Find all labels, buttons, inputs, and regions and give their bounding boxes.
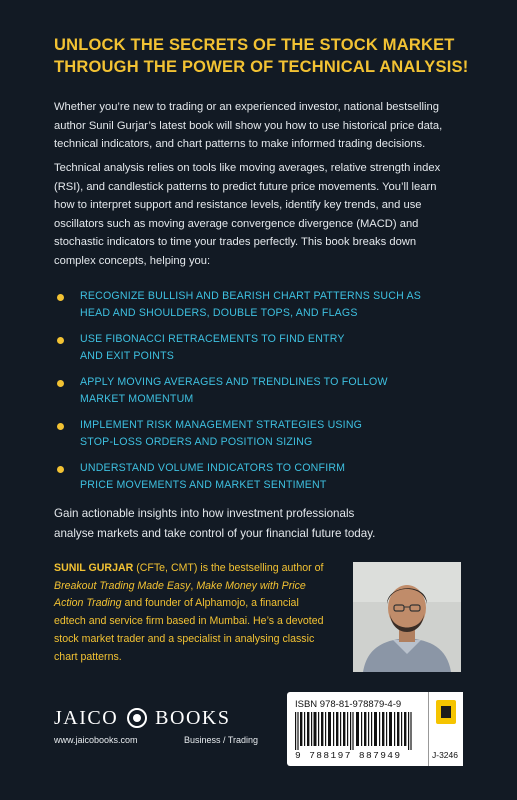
bullet-line: STOP-LOSS ORDERS AND POSITION SIZING [80,436,313,448]
bullet-text [80,288,421,322]
closing-paragraph [54,504,474,544]
bullet-dot-icon [57,337,64,344]
bio-text: , [190,579,197,592]
bullet-text [80,374,388,408]
catalog-code: J-3246 [432,750,458,760]
bio-text: chart patterns. [54,650,122,663]
body-line: stochastic indicators to time your trades perfectly. This book breaks down [54,236,417,249]
body-paragraph [54,159,474,271]
publisher-website: www.jaicobooks.com [54,735,138,745]
headline-line-1: UNLOCK THE SECRETS OF THE STOCK MARKET [54,36,455,54]
headline-line-2: THROUGH THE POWER OF TECHNICAL ANALYSIS! [54,58,469,76]
bio-text: edtech and service firm based in Mumbai. He’s a devoted [54,615,324,628]
bullet-text [80,460,345,494]
logo-text: BOOKS [155,707,231,729]
bullet-line: USE FIBONACCI RETRACEMENTS TO FIND ENTRY [80,333,345,345]
publisher-logo [54,707,230,730]
logo-mark-icon [127,708,147,728]
intro-line: author Sunil Gurjar’s latest book will show you how to use historical price data, [54,119,443,132]
book-title: Make Money with Price [196,579,306,592]
bullet-dot-icon [57,294,64,301]
author-portrait-icon [353,562,461,672]
bullet-line: RECOGNIZE BULLISH AND BEARISH CHART PATTERNS SUCH AS [80,290,422,302]
logo-text: JAICO [54,707,119,729]
bullet-dot-icon [57,466,64,473]
bio-text: (CFTe, CMT) is the bestselling author of [133,562,324,574]
bullet-text [80,417,362,451]
bullet-line: APPLY MOVING AVERAGES AND TRENDLINES TO FOLLOW [80,376,388,388]
bullet-line: AND EXIT POINTS [80,350,175,362]
bio-text: and founder of Alphamojo, a financial [121,597,299,610]
bullet-line: IMPLEMENT RISK MANAGEMENT STRATEGIES USING [80,419,363,431]
book-category: Business / Trading [184,735,259,745]
body-line: (RSI), and candlestick patterns to predict future price movements. You’ll learn [54,180,437,193]
author-name: SUNIL GURJAR [54,562,134,574]
ean-digits: 9 788197 887949 [295,750,402,761]
book-title: Action Trading [54,597,122,610]
barcode-icon [295,712,413,750]
bullet-text [80,331,345,365]
bullet-line: HEAD AND SHOULDERS, DOUBLE TOPS, AND FLAGS [80,307,358,319]
intro-line: Whether you’re new to trading or an experienced investor, national bestselling [54,101,439,113]
body-line: oscillators such as moving average convergence divergence (MACD) and [54,217,419,230]
bullet-dot-icon [57,423,64,430]
headline [54,34,494,78]
publisher-badge-icon [436,700,456,724]
bullet-dot-icon [57,380,64,387]
author-bio [54,560,334,666]
closing-line: Gain actionable insights into how investment professionals [54,507,355,520]
body-line: Technical analysis relies on tools like moving averages, relative strength index [54,162,441,174]
intro-paragraph [54,98,474,154]
bullet-line: UNDERSTAND VOLUME INDICATORS TO CONFIRM [80,462,346,474]
publisher-code-panel [428,692,463,766]
closing-line: analyse markets and take control of your financial future today. [54,527,376,540]
author-photo [353,562,461,672]
bullet-line: MARKET MOMENTUM [80,393,194,405]
book-title: Breakout Trading Made Easy [54,579,191,592]
body-line: how to interpret support and resistance levels, identify key trends, and use [54,199,422,212]
intro-line: technical indicators, and chart patterns to make informed trading decisions. [54,138,426,151]
bullet-line: PRICE MOVEMENTS AND MARKET SENTIMENT [80,479,327,491]
body-line: complex concepts, helping you: [54,254,211,267]
bio-text: stock market trader and a specialist in analysing classic [54,632,315,645]
isbn-label: ISBN 978-81-978879-4-9 [295,699,402,710]
